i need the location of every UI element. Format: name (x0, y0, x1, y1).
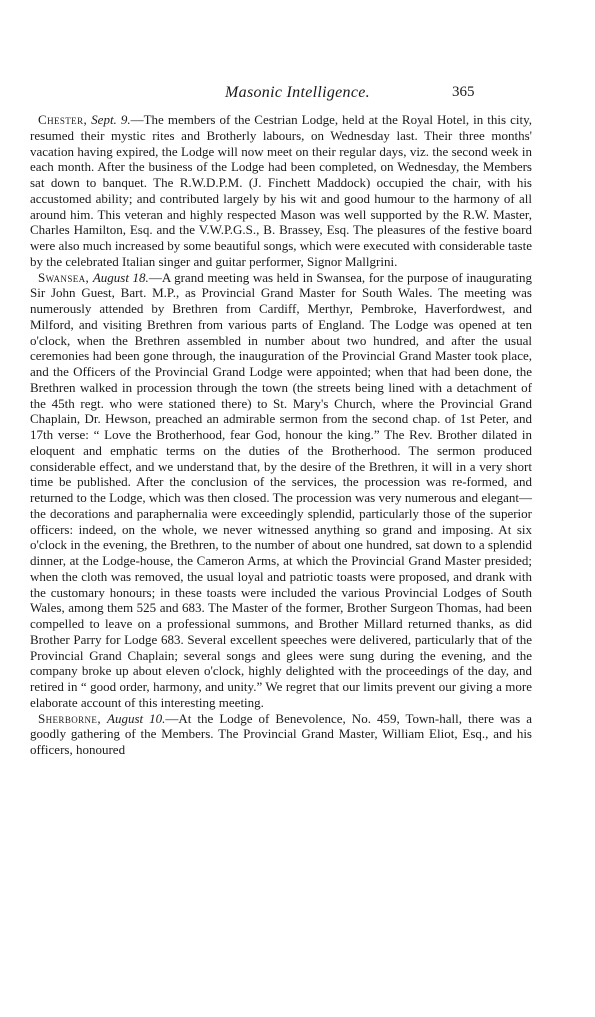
paragraph-text: —The members of the Cestrian Lodge, held at the Royal Hotel, in this city, resumed their mystic rites and Brotherly labours, on Wednesday last. Their three months' vacation having expired, the Lodge will now meet on their regular days, viz. the second week in each month. After the business of the Lodge had been completed, on Wednesday, the Members sat down to banquet. The R.W.D.P.M. (J. Finchett Maddock) occupied the chair, with his accustomed ability; and contributed largely by his wit and good humour to the harmony of all around him. This veteran and highly respected Mason was well supported by the R.W. Master, Charles Hamilton, Esq. and the V.W.P.G.S., B. Brassey, Esq. The pleasures of the festive board were also much increased by some beautiful songs, which were executed with considerable taste by the celebrated Italian singer and guitar performer, Signor Mallgrini. (30, 112, 533, 269)
paragraph-text: —A grand meeting was held in Swansea, for the purpose of inaugurating Sir John Guest, Bart. M.P., as Provincial Grand Master for South Wales. The meeting was numerously attended by Brethren from Cardiff, Merthyr, Pembroke, Haverfordwest, and Milford, and visiting Brethren from various parts of England. The Lodge was opened at ten o'clock, when the Brethren assembled in number about two hundred, and after the usual ceremonies had been gone through, the inauguration of the Provincial Grand Master took place, and the Officers of the Provincial Grand Lodge were appointed; when that had been done, the Brethren walked in procession through the town (the streets being lined with a detachment of the 45th regt. who were stationed there) to St. Mary's Church, where the Provincial Grand Chaplain, Dr. Hewson, preached an admirable sermon from the second chap. of 1st Peter, and 17th verse: “ Love the Brotherhood, fear God, honour the king.” The Rev. Brother dilated in eloquent and emphatic terms on the duties of the Brotherhood. The sermon produced considerable effect, and we understand that, by the desire of the Brethren, it will in a very short time be published. After the conclusion of the services, the procession was re-formed, and returned to the Lodge, which was then closed. The procession was very numerous and elegant—the decorations and paraphernalia were exceedingly splendid, particularly those of the superior officers: indeed, on the whole, we never witnessed anything so grand and imposing. At six o'clock in the evening, the Brethren, to the number of about one hundred, sat down to a splendid dinner, at the Lodge-house, the Cameron Arms, at which the Provincial Grand Master presided; when the cloth was removed, the usual loyal and patriotic toasts were proposed, and drank with the customary honours; in these toasts were included the various Provincial Lodges of South Wales, among them 525 and 683. The Master of the former, Brother Surgeon Thomas, had been compelled to leave on a professional summons, and Brother Millard returned thanks, as did Brother Parry for Lodge 683. Several excellent speeches were delivered, particularly that of the Provincial Grand Chaplain; several songs and glees were sung during the evening, and the company broke up about eleven o'clock, highly delighted with the proceedings of the day, and retired in “ good order, harmony, and unity.” We regret that our limits prevent our giving a more elaborate account of this interesting meeting. (30, 269, 532, 710)
place-name: Sherborne, (38, 710, 101, 726)
paragraph-sherborne (30, 711, 532, 758)
report-date: Sept. 9. (91, 112, 131, 127)
paragraph-text: —At the Lodge of Benevolence, No. 459, Town-hall, there was a goodly gathering of the Members. The Provincial Grand Master, William Eliot, Esq., and his officers, honoured (30, 710, 533, 757)
report-date: August 10. (107, 710, 166, 726)
place-name: Chester, (38, 112, 88, 127)
running-head (0, 84, 595, 104)
page-number: 365 (452, 84, 475, 100)
article-body (30, 112, 532, 758)
paragraph-swansea (30, 270, 532, 711)
report-date: August 18. (92, 269, 149, 285)
paragraph-chester (30, 112, 532, 270)
running-title: Masonic Intelligence. (225, 84, 370, 101)
place-name: Swansea, (38, 269, 90, 285)
